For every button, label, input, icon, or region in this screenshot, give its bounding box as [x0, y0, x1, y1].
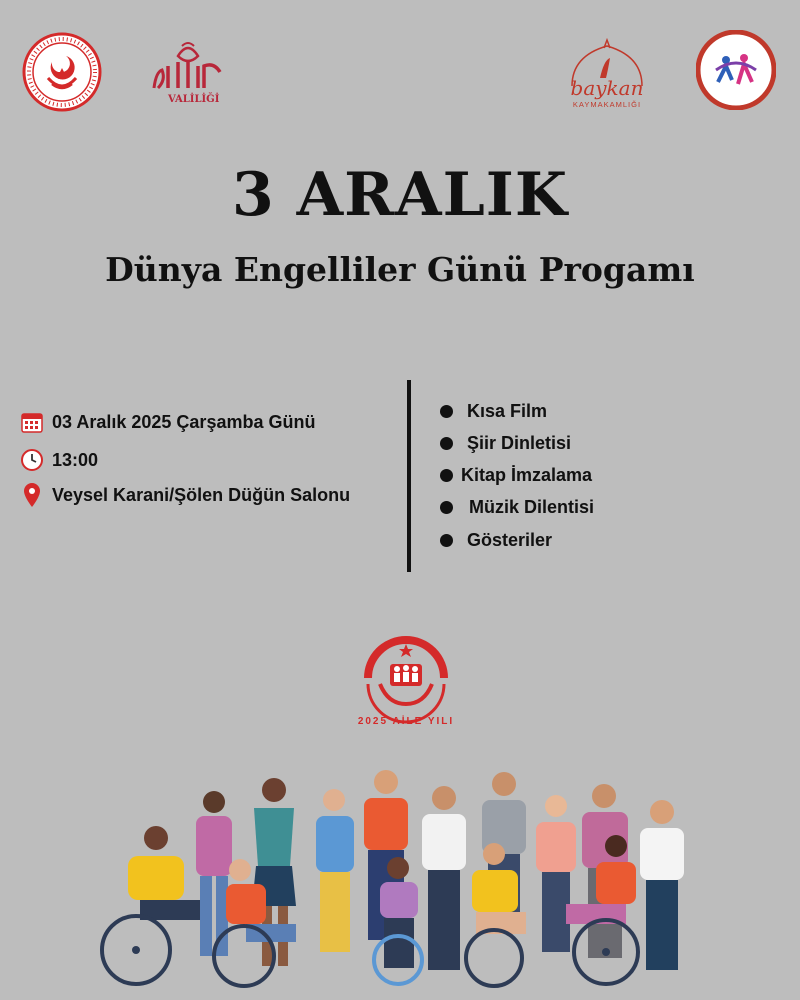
vertical-divider — [407, 380, 411, 572]
aile-yili-logo — [356, 628, 456, 738]
bullet-icon — [440, 534, 453, 547]
calendar-icon — [20, 410, 44, 434]
program-item: Kitap İmzalama — [440, 465, 592, 486]
date-row — [20, 410, 315, 434]
date-text: 03 Aralık 2025 Çarşamba Günü — [52, 411, 316, 432]
bullet-icon — [440, 405, 453, 418]
program-item: Kısa Film — [440, 401, 547, 422]
location-text: Veysel Karani/Şölen Düğün Salonu — [52, 484, 351, 505]
bullet-icon — [440, 469, 453, 482]
aile-yili-text: 2025 AİLE YILI — [357, 716, 455, 727]
people-illustration — [96, 760, 706, 995]
main-title: 3 ARALIK — [231, 160, 568, 230]
baykan-kaymakamligi-logo — [562, 38, 652, 110]
location-pin-icon — [20, 483, 44, 507]
siirt-valiligi-logo — [148, 38, 228, 108]
bullet-icon — [440, 501, 453, 514]
baykan-sub: KAYMAKAMLIĞI — [572, 100, 642, 109]
ministry-seal-logo — [22, 32, 102, 112]
time-text: 13:00 — [52, 449, 99, 470]
rehabilitation-center-logo — [696, 30, 776, 110]
program-item: Şiir Dinletisi — [440, 433, 571, 454]
program-item: Müzik Dilentisi — [440, 497, 594, 518]
program-item: Gösteriler — [440, 530, 552, 551]
location-row — [20, 483, 350, 507]
baykan-name: baykan — [570, 76, 644, 100]
time-row — [20, 448, 98, 472]
valilik-label: VALİLİĞİ — [168, 94, 220, 105]
clock-icon — [20, 448, 44, 472]
bullet-icon — [440, 437, 453, 450]
subtitle: Dünya Engelliler Günü Progamı — [105, 250, 695, 289]
